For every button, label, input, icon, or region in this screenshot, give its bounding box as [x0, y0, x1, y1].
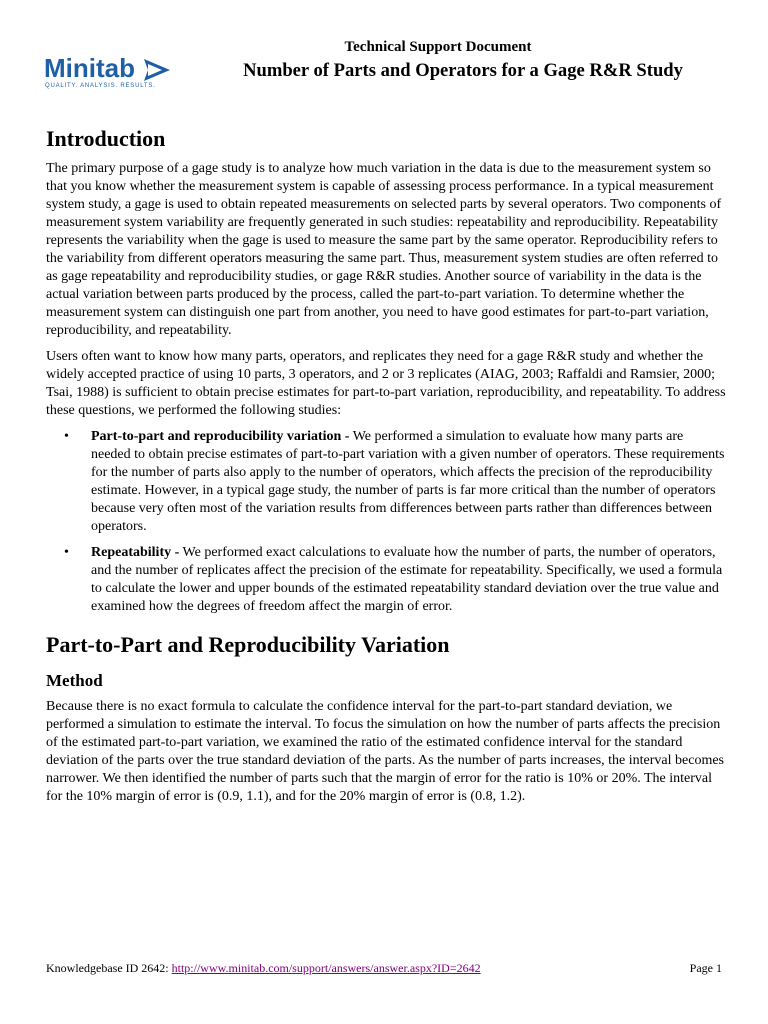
method-heading: Method	[46, 671, 103, 690]
document-type: Technical Support Document	[344, 39, 532, 55]
svg-text:Minitab: Minitab	[44, 53, 135, 83]
page-footer	[46, 960, 722, 976]
document-title: Number of Parts and Operators for a Gage R&R Study	[243, 60, 683, 81]
bullet-icon: •	[64, 429, 69, 444]
section-heading: Part-to-Part and Reproducibility Variation	[46, 632, 450, 657]
list-item-text: We performed exact calculations to evaluate how the number of parts, the number of operators, and the number of replicates affect the precision of the estimate for repeatability. Specifically, we used a formula to calculate the lower and upper bounds of the estimated repeatability standard deviation over the true value and examined how the degrees of freedom affect the margin of error.	[91, 545, 723, 614]
method-paragraph: Because there is no exact formula to calculate the confidence interval for the part-to-part standard deviation, we performed a simulation to estimate the interval. To focus the simulation on how the number of parts affects the precision of the estimated part-to-part variation, we examined the ratio of the estimated confidence interval for the standard deviation of the parts over the true standard deviation of the parts. As the number of parts increases, the interval becomes narrower. We then identified the number of parts such that the margin of error for the ratio is 10% or 20%. The interval for the 10% margin of error is (0.9, 1.1), and for the 20% margin of error is (0.8, 1.2).	[46, 699, 725, 804]
page-number: Page 1	[689, 961, 722, 975]
knowledgebase-label: Knowledgebase ID 2642:	[46, 961, 172, 975]
document-body	[46, 124, 726, 814]
intro-paragraph-2: Users often want to know how many parts, operators, and replicates they need for a gage R&R study and whether the widely accepted practice of using 10 parts, 3 operators, and 2 or 3 replicates (AIAG, 2003; Raffaldi and Ramsier, 2000; Tsai, 1988) is sufficient to obtain precise estimates for part-to-part variation, reproducibility, and repeatability. To address these questions, we performed the following studies:	[46, 349, 726, 418]
studies-list	[46, 428, 726, 616]
list-item	[46, 544, 726, 616]
svg-text:QUALITY. ANALYSIS. RESULTS.: QUALITY. ANALYSIS. RESULTS.	[45, 83, 156, 89]
list-item-label: Part-to-part and reproducibility variation -	[91, 429, 350, 444]
intro-paragraph-1: The primary purpose of a gage study is to analyze how much variation in the data is due to the measurement system so that you know whether the measurement system is capable of assessing process performance. In a typical measurement system study, a gage is used to obtain repeated measurements on selected parts by several operators. Two components of measurement system variability are frequently generated in such studies: repeatability and reproducibility. Repeatability represents the variability when the gage is used to measure the same part by the same operator. Reproducibility refers to the variability from different operators measuring the same part. Thus, measurement system studies are often referred to as gage repeatability and reproducibility studies, or gage R&R studies. Another source of variability in the data is the actual variation between parts produced by the process, called the part-to-part variation. To determine whether the measurement system can distinguish one part from another, you need to have good estimates for part-to-part variation, reproducibility, and repeatability.	[46, 161, 722, 338]
list-item-label: Repeatability -	[91, 545, 180, 560]
list-item	[46, 428, 726, 536]
knowledgebase-link[interactable]: http://www.minitab.com/support/answers/answer.aspx?ID=2642	[171, 961, 481, 975]
list-item-text: We performed a simulation to evaluate how many parts are needed to obtain precise estimates of part-to-part variation with a given number of operators. These requirements for the number of parts also apply to the number of operators, which affects the precision of the reproducibility estimate. However, in a typical gage study, the number of parts is far more critical than the number of operators because very often most of the variation results from differences between parts rather than differences between operators.	[91, 429, 725, 534]
introduction-heading: Introduction	[46, 126, 166, 151]
bullet-icon: •	[64, 545, 69, 560]
minitab-logo	[44, 53, 176, 89]
